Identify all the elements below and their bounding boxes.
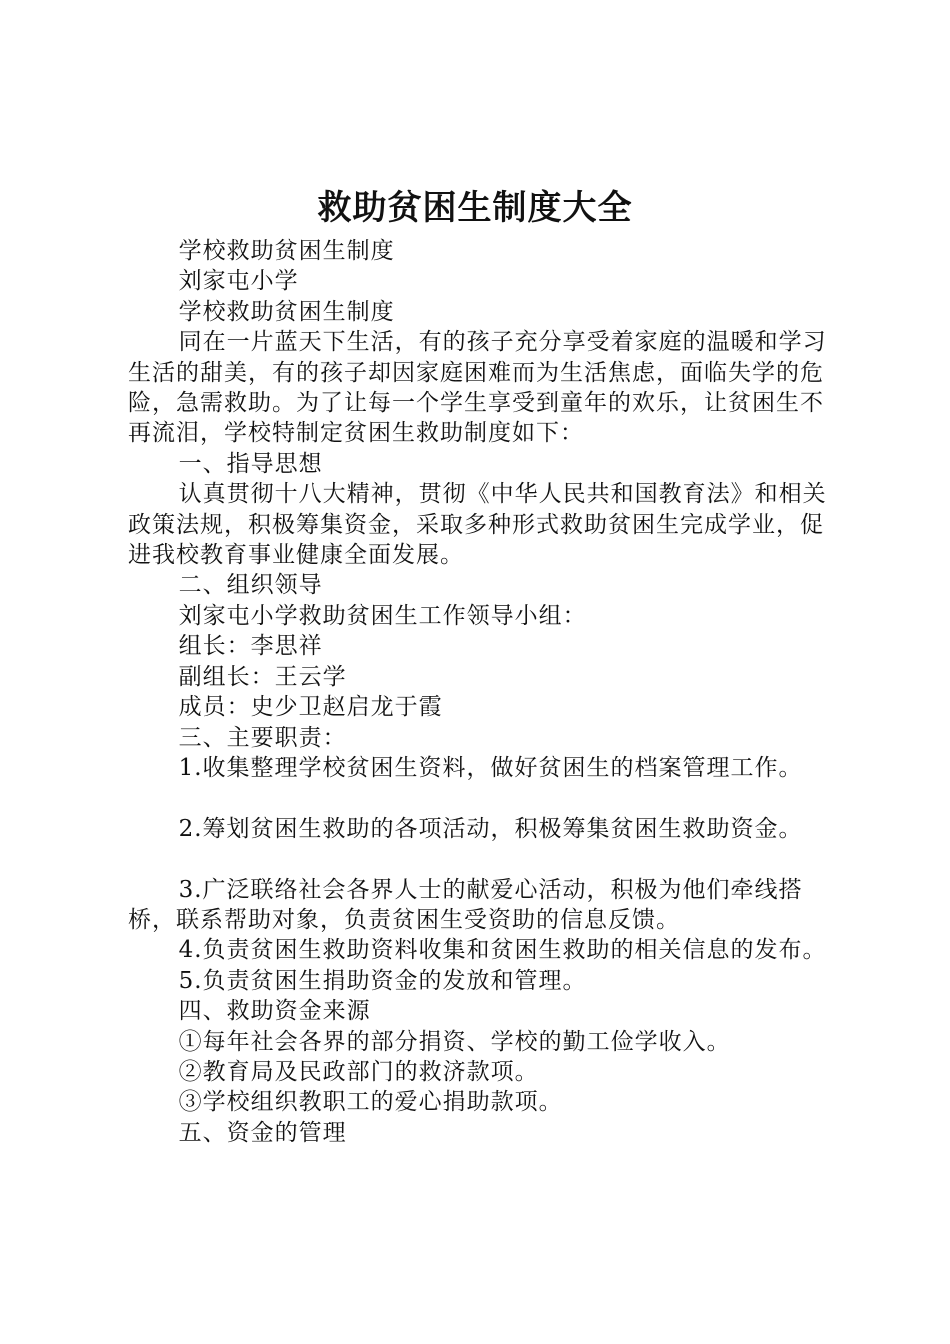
paragraph-school-name: 刘家屯小学 <box>178 268 299 295</box>
duty-item-4: 4.负责贫困生救助资料收集和贫困生救助的相关信息的发布。 <box>178 937 827 964</box>
section-heading-4: 四、救助资金来源 <box>178 998 371 1025</box>
section-heading-2: 二、组织领导 <box>178 572 323 599</box>
paragraph-subtitle: 学校救助贫困生制度 <box>178 238 395 264</box>
duty-item-3: 3.广泛联络社会各界人士的献爱心活动，积极为他们牵线搭桥，联系帮助对象，负责贫困生受资助的信息反馈。 <box>128 876 803 933</box>
section-heading-5: 五、资金的管理 <box>178 1119 347 1146</box>
paragraph-subtitle-repeat: 学校救助贫困生制度 <box>178 298 395 325</box>
paragraph-leader: 组长：李思祥 <box>178 633 323 660</box>
section-heading-3: 三、主要职责： <box>178 724 347 751</box>
document-body <box>128 236 832 1148</box>
duty-item-5: 5.负责贫困生捐助资金的发放和管理。 <box>178 967 587 994</box>
paragraph-deputy-leader: 副组长：王云学 <box>178 663 347 690</box>
funding-source-2: ②教育局及民政部门的救济款项。 <box>178 1058 539 1085</box>
funding-source-1: ①每年社会各界的部分捐资、学校的勤工俭学收入。 <box>178 1028 731 1055</box>
paragraph-group-name: 刘家屯小学救助贫困生工作领导小组： <box>178 602 587 629</box>
paragraph-members: 成员：史少卫赵启龙于霞 <box>178 694 443 721</box>
duty-item-2: 2.筹划贫困生救助的各项活动，积极筹集贫困生救助资金。 <box>178 815 803 842</box>
paragraph-intro: 同在一片蓝天下生活，有的孩子充分享受着家庭的温暖和学习生活的甜美，有的孩子却因家庭困难而为生活焦虑，面临失学的危险，急需救助。为了让每一个学生享受到童年的欢乐，让贫困生不再流泪，学校特制定贫困生救助制度如下： <box>128 329 827 447</box>
section-heading-1: 一、指导思想 <box>178 450 323 477</box>
document-title: 救助贫困生制度大全 <box>317 188 633 228</box>
duty-item-1: 1.收集整理学校贫困生资料，做好贫困生的档案管理工作。 <box>178 754 803 781</box>
paragraph-guiding-idea: 认真贯彻十八大精神，贯彻《中华人民共和国教育法》和相关政策法规，积极筹集资金，采取多种形式救助贫困生完成学业，促进我校教育事业健康全面发展。 <box>128 481 827 569</box>
funding-source-3: ③学校组织教职工的爱心捐助款项。 <box>178 1089 563 1116</box>
